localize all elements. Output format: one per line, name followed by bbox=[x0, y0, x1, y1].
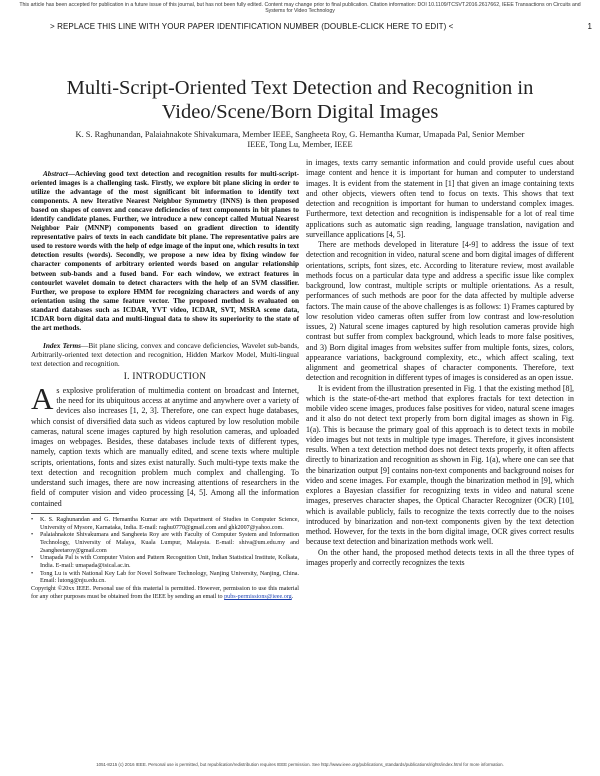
right-column bbox=[306, 158, 574, 568]
body-paragraph: On the other hand, the proposed method detects texts in all the three types of images properly and correctly recognizes the texts bbox=[306, 547, 574, 567]
running-header bbox=[50, 22, 592, 31]
footnote-item: • Umapada Pal is with Computer Vision and Pattern Recognition Unit, Indian Statistical Institute, Kolkata, India. E-mail: umapada@isical.ac.in. bbox=[31, 555, 299, 570]
drop-cap: A bbox=[31, 380, 54, 416]
copyright-notice bbox=[31, 586, 299, 601]
index-terms-text: —Bit plane slicing, convex and concave deficiencies, Wavelet sub-bands, Arbitrarily-oriented text detection and recognition, Hidden Markov Model, Multi-lingual text detection and recognition. bbox=[31, 340, 300, 368]
page-number: 1 bbox=[587, 22, 592, 31]
left-column bbox=[31, 170, 299, 602]
bottom-copyright-bar: 1051-8215 (c) 2016 IEEE. Personal use is permitted, but republication/redistribution requires IEEE permission. See http://www.ieee.org/publications_standards/publications/rights/index.html for more information. bbox=[96, 762, 504, 767]
abstract bbox=[31, 170, 299, 333]
index-terms bbox=[31, 341, 299, 368]
intro-paragraph bbox=[31, 380, 299, 509]
footnote-divider bbox=[31, 513, 119, 514]
body-paragraph: in images, texts carry semantic information and could provide useful cues about image content and hence it is important for human and computer to understand images. It is evident from the statement in [1] that given an image containing texts and other objects, viewers often tend to focus on texts. This shows that text detection and recognition is important for human to understand complex images. Furthermore, text detection and recognition is indispensable for a lot of real time applications such as automatic sign reading, language translation, navigation and surveillance applications [4, 5]. bbox=[306, 158, 574, 239]
section-heading-introduction: I. INTRODUCTION bbox=[123, 371, 207, 382]
body-paragraph: There are methods developed in literature [4-9] to address the issue of text detection and recognition in video, natural scene and born digital images of different orientations, scripts, font sizes, etc. According to literature review, most available methods focus on a particular data type and address a specific issue like complex background, low contrast, multiple scripts or multiple orientations. As a result, performances of such methods are poor for the data affected by multiple adverse factors. The main cause of the above challenges is as follows: 1) Frames captured by low resolution video cameras often suffer from low contrast and low-resolution issues, 2) Natural scene images captured by high resolution cameras provide high contrast but suffer from complex background, which leads to more false positives, and 3) Born digital images from websites suffer from multiple fonts, sizes, colors, appearance variations, background complexity, etc., which affect scaling, text alignment and geometrical shapes of character components. Therefore, text detection and recognition in different types of images is considered as an open issue. bbox=[306, 240, 574, 383]
footnote-item: • K. S. Raghunandan and G. Hemantha Kumar are with Department of Studies in Computer Science, University of Mysore, Karnataka, India. E-mail: raghu0770@gmail.com and ghk2007@yahoo.com. bbox=[31, 517, 299, 532]
body-paragraph: It is evident from the illustration presented in Fig. 1 that the existing method [8], which is the state-of-the-art method that explores fractals for text detection in mobile video scene images, produces false positives for video, natural scene images and it also do not detect text properly from born digital images as shown in Fig. 1(a). This is because the primary goal of this approach is to detect texts in mobile video images but not texts in multiple type images. Therefore, it gives inconsistent results. When a text detection method does not detect texts properly, it often affects directly to binarization and recognition as shown in Fig. 1(a), where one can see that the binarization output [9] contains non-text components and background noises for video and scene images. For example, though the binarization method in [9], which explores a Bayesian classifier for recognizing texts in video and natural scene images, preserves character shapes, the Optical Character Recognizer (OCR) [10], which is available publicly, fails to recognize the texts correctly due to the noises introduced by binarization and non-text components given by the text detection method. However, for the texts in the born digital image, OCR gives correct results because text detection and binarization methods work well. bbox=[306, 383, 574, 547]
copyright-end: . bbox=[291, 593, 294, 600]
permissions-email-link[interactable]: pubs-permissions@ieee.org bbox=[224, 593, 292, 600]
abstract-label: Abstract bbox=[43, 170, 68, 178]
paper-id-placeholder[interactable]: > REPLACE THIS LINE WITH YOUR PAPER IDENTIFICATION NUMBER (DOUBLE-CLICK HERE TO EDIT) < bbox=[50, 22, 454, 31]
paper-title: Multi-Script-Oriented Text Detection and Recognition in Video/Scene/Born Digital Images bbox=[66, 77, 534, 123]
abstract-text: —Achieving good text detection and recognition results for multi-script-oriented images is a challenging task. Firstly, we explore bit plane slicing in order to utilize the advantage of the most significant bit information to identify text components. A new Iterative Nearest Neighbor Symmetry (INNS) is then proposed based on shapes of convex and concave deficiencies of text components in bit planes to identify candidate planes. Further, we introduce a new concept called Mutual Nearest Neighbor Pair (MNNP) components based on gradient direction to identify representative pairs of texts in each candidate bit plane. The representative pairs are used to restore words with the help of edge image of the input one, which results in text detection results (words). Secondly, we propose a new idea by fixing window for character components of arbitrary oriented words based on angular relationship between sub-bands and a fused band. For each window, we extract features in contourlet wavelet domain to detect characters with the help of an SVM classifier. Further, we propose to explore HMM for recognizing characters and words of any orientation using the same feature vector. The proposed method is evaluated on standard databases such as ICDAR, YVT video, ICDAR, SVT, MSRA scene data, ICDAR born digital data and multi-lingual data to show its superiority to the state of the art methods. bbox=[31, 170, 299, 332]
intro-paragraph-text: s explosive proliferation of multimedia content on broadcast and Internet, the need for its ubiquitous access at anytime and anywhere over a variety of devices also increases [1, 2, 3]. Therefore, one can expect huge databases, which consist of diversified data such as videos captured by low resolution mobile cameras, natural scene images captured by high resolution cameras, and uploaded images on webpages. Besides, these databases include texts of different types, namely, caption texts which are manually edited, and scene texts where multiple scripts, orientations, fonts and sizes exist naturally. Such multi-type texts make the text detection and recognition problem much complex and challenging. To understand such images, there are now increasing attentions of researchers in the field of computer vision and video processing [4, 5]. Among all the information contained bbox=[31, 385, 299, 508]
publication-notice: This article has been accepted for publication in a future issue of this journal, but has not been fully edited. Content may change prior to final publication. Citation information: DOI 10.1109/TCSVT.2016.2617662, IEEE Transactions on Circuits and Systems for Video Technology bbox=[19, 2, 581, 15]
index-terms-label: Index Terms bbox=[43, 340, 82, 350]
copyright-text: Copyright ©20xx IEEE. Personal use of this material is permitted. However, permission to use this material for any other purposes must be obtained from the IEEE by sending an email to bbox=[31, 586, 299, 600]
footnote-item: • Tong Lu is with National Key Lab for Novel Software Technology, Nanjing University, Nanjing, China. Email: lutong@nju.edu.cn. bbox=[31, 571, 299, 586]
author-list: K. S. Raghunandan, Palaiahnakote Shivakumara, Member IEEE, Sangheeta Roy, G. Hemantha Kumar, Umapada Pal, Senior Member IEEE, Tong Lu, Member, IEEE bbox=[75, 130, 525, 150]
author-footnotes bbox=[31, 517, 299, 586]
footnote-item: • Palaiahnakote Shivakumara and Sangheeta Roy are with Faculty of Computer System and Information Technology, University of Malaya, Kuala Lumpur, Malaysia. E-mail: shiva@um.edu.my and 2sangheetaroy@gmail.com bbox=[31, 532, 299, 555]
